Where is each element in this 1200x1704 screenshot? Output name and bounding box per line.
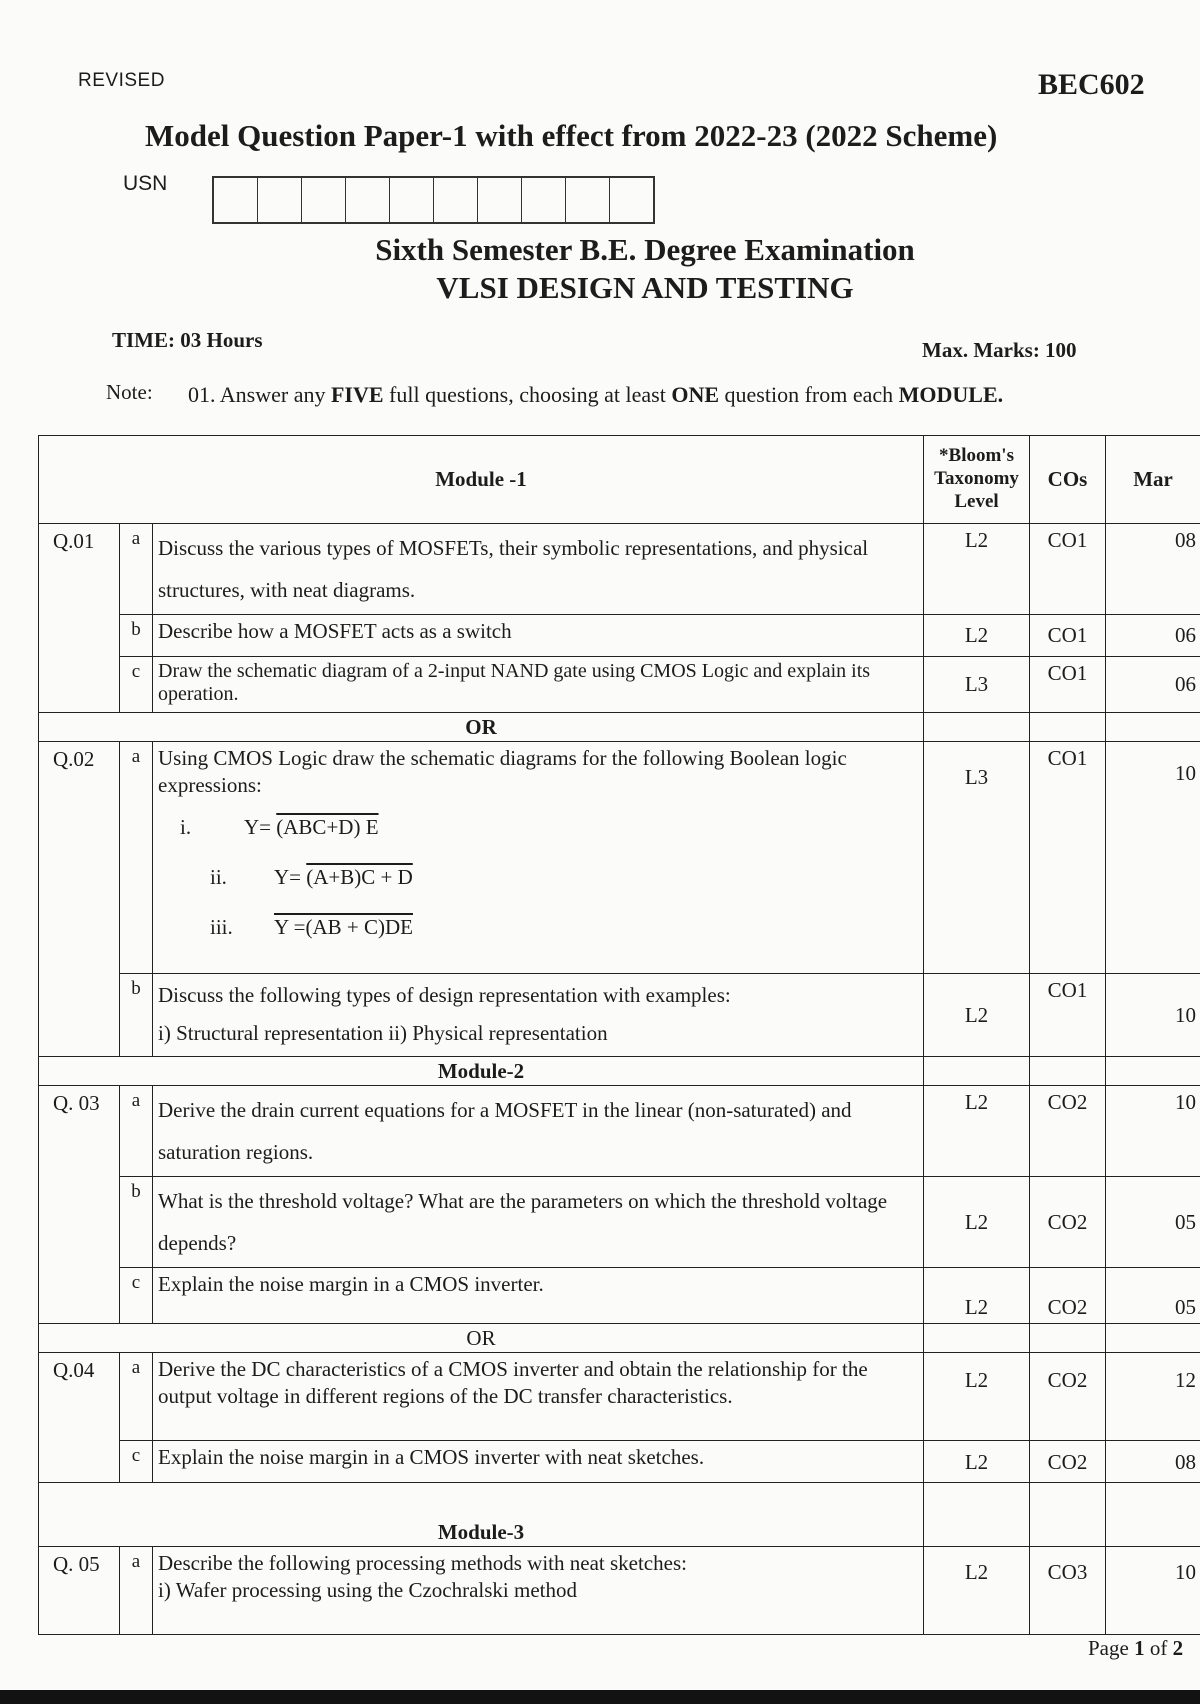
sub-label: a <box>120 742 153 974</box>
course-outcome: CO2 <box>1030 1177 1106 1268</box>
module-1-heading: Module -1 <box>39 436 924 524</box>
note-emphasis-module: MODULE. <box>898 382 1004 407</box>
table-row <box>39 974 1200 1057</box>
question-text: Discuss the following types of design representation with examples: <box>158 983 731 1008</box>
question-text: Using CMOS Logic draw the schematic diagrams for the following Boolean logic expressions: <box>158 746 847 797</box>
question-text: Derive the DC characteristics of a CMOS inverter and obtain the relationship for the output voltage in different regions of the DC transfer characteristics. <box>153 1353 924 1441</box>
question-text: Describe how a MOSFET acts as a switch <box>153 615 924 657</box>
marks-value: 10 <box>1106 974 1200 1057</box>
sub-label: c <box>120 1441 153 1483</box>
usn-box <box>302 178 346 222</box>
table-header-row <box>39 436 1200 524</box>
question-number: Q.04 <box>39 1353 120 1483</box>
subject-heading: VLSI DESIGN AND TESTING <box>436 270 854 305</box>
marks-value: 06 <box>1106 615 1200 657</box>
usn-box <box>258 178 302 222</box>
empty-cell <box>924 1483 1030 1547</box>
question-text: Discuss the various types of MOSFETs, their symbolic representations, and physical structures, with neat diagrams. <box>153 524 924 615</box>
empty-cell <box>1106 713 1200 742</box>
note-text-part: 01. Answer any <box>188 382 331 407</box>
question-number: Q.01 <box>39 524 120 713</box>
question-number: Q.02 <box>39 742 120 1057</box>
marks-value: 05 <box>1106 1268 1200 1324</box>
question-subtext: i) Structural representation ii) Physical representation <box>158 1021 608 1046</box>
table-row <box>39 1086 1200 1177</box>
bloom-level: L2 <box>924 1086 1030 1177</box>
course-outcome: CO1 <box>1030 615 1106 657</box>
question-table <box>38 435 1200 1635</box>
course-outcome: CO2 <box>1030 1268 1106 1324</box>
or-separator: OR <box>39 713 924 742</box>
bloom-level: L2 <box>924 1177 1030 1268</box>
expression-number: ii. <box>210 865 227 889</box>
bloom-level: L3 <box>924 657 1030 713</box>
paper-title: Model Question Paper-1 with effect from 2022-23 (2022 Scheme) <box>145 118 998 153</box>
module-separator-row <box>39 1483 1200 1547</box>
marks-value: 10 <box>1106 742 1200 974</box>
bloom-level: L2 <box>924 1353 1030 1441</box>
course-outcome: CO1 <box>1030 524 1106 615</box>
table-row <box>39 657 1200 713</box>
question-text: Explain the noise margin in a CMOS inverter. <box>153 1268 924 1324</box>
usn-box <box>610 178 653 222</box>
marks-value: 06 <box>1106 657 1200 713</box>
sub-label: b <box>120 615 153 657</box>
empty-cell <box>1030 1483 1106 1547</box>
bloom-level: L2 <box>924 1441 1030 1483</box>
bloom-level-header: *Bloom's Taxonomy Level <box>924 436 1030 524</box>
table-row <box>39 742 1200 974</box>
exam-time: TIME: 03 Hours <box>112 328 263 352</box>
question-text: Draw the schematic diagram of a 2-input NAND gate using CMOS Logic and explain its operation. <box>153 657 924 713</box>
usn-box <box>346 178 390 222</box>
marks-value: 12 <box>1106 1353 1200 1441</box>
course-code: BEC602 <box>1038 68 1145 101</box>
module-2-heading: Module-2 <box>39 1056 924 1085</box>
sub-label: c <box>120 657 153 713</box>
table-row <box>39 1547 1200 1635</box>
sub-label: b <box>120 974 153 1057</box>
question-number: Q. 03 <box>39 1086 120 1324</box>
marks-value: 10 <box>1106 1086 1200 1177</box>
or-separator-row <box>39 713 1200 742</box>
expression-lhs: Y= <box>244 814 277 839</box>
marks-header: Mar <box>1106 436 1200 524</box>
usn-box <box>434 178 478 222</box>
question-cell <box>153 742 924 974</box>
question-cell <box>153 1547 924 1635</box>
bloom-level: L2 <box>924 524 1030 615</box>
empty-cell <box>924 713 1030 742</box>
question-text: What is the threshold voltage? What are the parameters on which the threshold voltage depends? <box>153 1177 924 1268</box>
marks-value: 08 <box>1106 524 1200 615</box>
bloom-level: L2 <box>924 1547 1030 1635</box>
expression-list <box>180 814 918 941</box>
sub-label: a <box>120 1353 153 1441</box>
module-3-heading: Module-3 <box>39 1483 924 1547</box>
course-outcome: CO1 <box>1030 742 1106 974</box>
sub-label: a <box>120 524 153 615</box>
page-of: of <box>1144 1636 1173 1660</box>
table-row <box>39 1353 1200 1441</box>
note-text-part: question from each <box>719 382 899 407</box>
sub-label: a <box>120 1086 153 1177</box>
empty-cell <box>924 1324 1030 1353</box>
page-prefix: Page <box>1088 1636 1135 1660</box>
table-row <box>39 615 1200 657</box>
empty-cell <box>1030 1324 1106 1353</box>
bloom-level: L2 <box>924 1268 1030 1324</box>
semester-heading: Sixth Semester B.E. Degree Examination <box>375 232 915 267</box>
bloom-level: L2 <box>924 615 1030 657</box>
or-separator-row <box>39 1324 1200 1353</box>
question-text: Explain the noise margin in a CMOS inverter with neat sketches. <box>153 1441 924 1483</box>
usn-box <box>214 178 258 222</box>
expression-lhs: Y= <box>274 865 307 889</box>
expression-rhs: (AB + C)DE <box>305 915 413 940</box>
empty-cell <box>1030 713 1106 742</box>
empty-cell <box>1106 1483 1200 1547</box>
course-outcome: CO3 <box>1030 1547 1106 1635</box>
max-marks: Max. Marks: 100 <box>922 338 1077 362</box>
note-instructions <box>188 382 1003 408</box>
expression-item <box>210 914 918 940</box>
marks-value: 05 <box>1106 1177 1200 1268</box>
sub-label: a <box>120 1547 153 1635</box>
table-row <box>39 1177 1200 1268</box>
empty-cell <box>1030 1056 1106 1085</box>
empty-cell <box>1106 1324 1200 1353</box>
expression-rhs: (ABC+D) E <box>276 814 379 839</box>
bloom-level: L3 <box>924 742 1030 974</box>
course-outcome: CO1 <box>1030 657 1106 713</box>
or-separator: OR <box>39 1324 924 1353</box>
question-cell <box>153 974 924 1057</box>
expression-lhs: Y = <box>274 915 306 940</box>
expression <box>274 864 413 890</box>
note-emphasis-one: ONE <box>671 382 720 407</box>
empty-cell <box>1106 1056 1200 1085</box>
revised-stamp: REVISED <box>78 70 165 91</box>
cos-header: COs <box>1030 436 1106 524</box>
expression-item <box>210 864 918 890</box>
sub-label: c <box>120 1268 153 1324</box>
usn-entry-boxes <box>212 176 655 224</box>
usn-label: USN <box>123 172 168 195</box>
expression-rhs: (A+B)C + D <box>306 865 413 889</box>
course-outcome: CO2 <box>1030 1086 1106 1177</box>
expression <box>274 914 413 940</box>
usn-box <box>478 178 522 222</box>
expression <box>244 814 379 840</box>
course-outcome: CO1 <box>1030 974 1106 1057</box>
page-total: 2 <box>1172 1636 1184 1660</box>
marks-value: 08 <box>1106 1441 1200 1483</box>
note-text-part: full questions, choosing at least <box>383 382 672 407</box>
note-emphasis-five: FIVE <box>330 382 384 407</box>
table-row <box>39 524 1200 615</box>
note-label: Note: <box>106 380 153 404</box>
expression-item <box>180 814 918 840</box>
empty-cell <box>924 1056 1030 1085</box>
course-outcome: CO2 <box>1030 1441 1106 1483</box>
table-row <box>39 1441 1200 1483</box>
page-number <box>1088 1636 1183 1661</box>
expression-number: i. <box>180 814 192 839</box>
question-subtext: i) Wafer processing using the Czochralski method <box>158 1577 577 1602</box>
expression-number: iii. <box>210 915 233 940</box>
usn-box <box>390 178 434 222</box>
table-row <box>39 1268 1200 1324</box>
usn-box <box>566 178 610 222</box>
marks-value: 10 <box>1106 1547 1200 1635</box>
page-current: 1 <box>1134 1636 1145 1660</box>
bloom-level: L2 <box>924 974 1030 1057</box>
course-outcome: CO2 <box>1030 1353 1106 1441</box>
module-separator-row <box>39 1056 1200 1085</box>
question-number: Q. 05 <box>39 1547 120 1635</box>
scan-edge-band <box>0 1690 1200 1704</box>
question-text: Describe the following processing methods with neat sketches: <box>158 1551 687 1576</box>
question-text: Derive the drain current equations for a MOSFET in the linear (non-saturated) and saturation regions. <box>153 1086 924 1177</box>
usn-box <box>522 178 566 222</box>
sub-label: b <box>120 1177 153 1268</box>
